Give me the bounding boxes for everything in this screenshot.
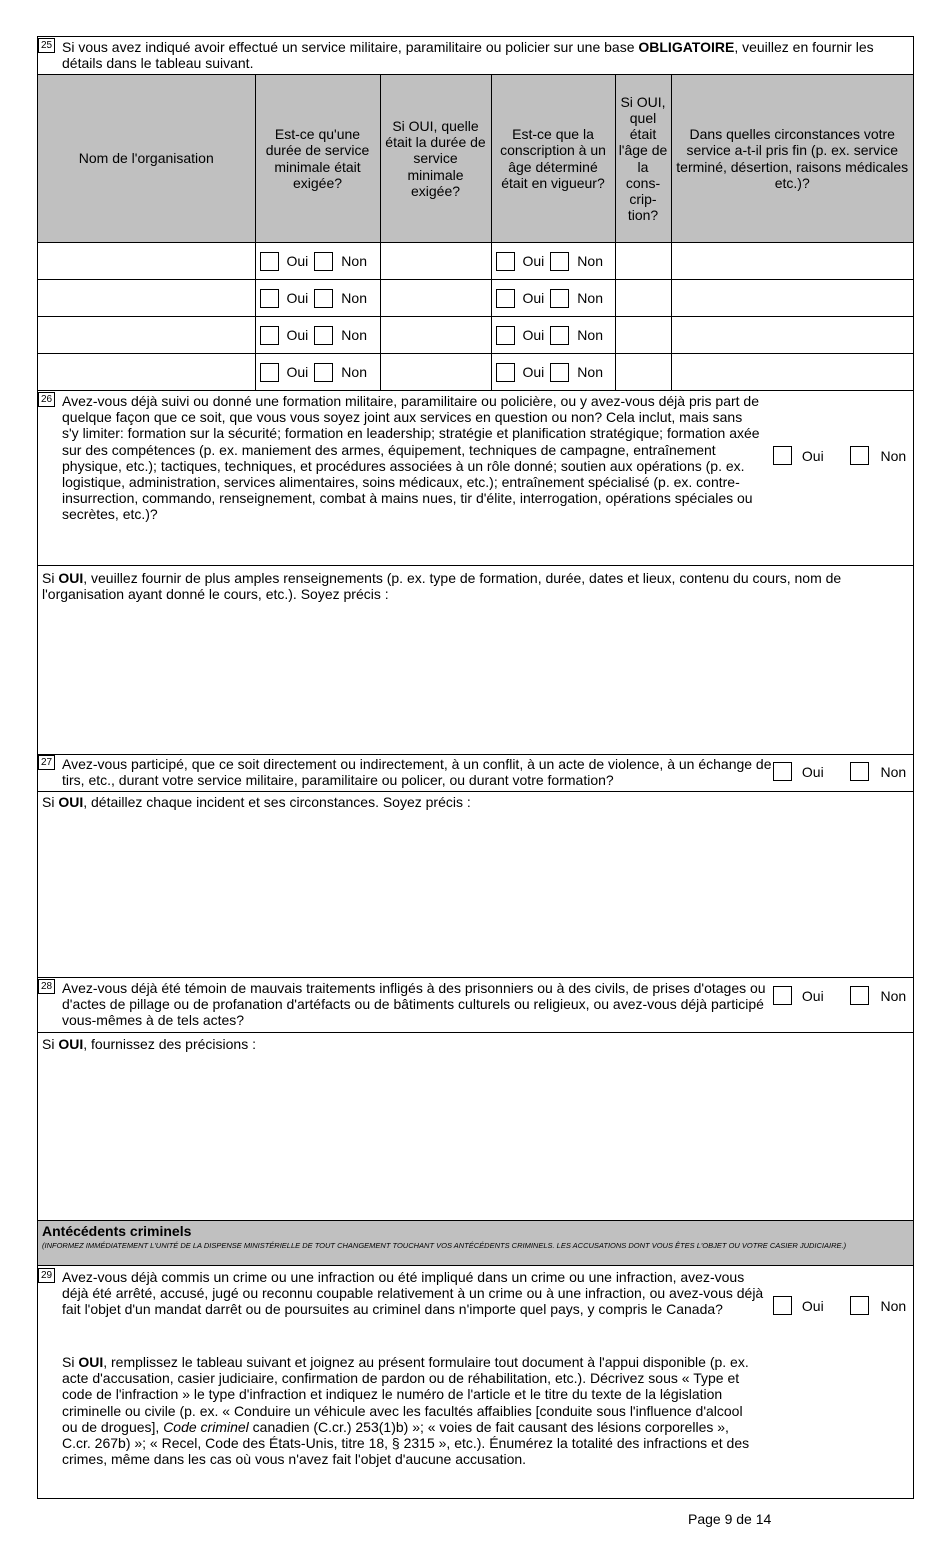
oui-label: Oui <box>286 253 309 269</box>
oui-label: Oui <box>522 364 545 380</box>
q29-non-label: Non <box>880 1297 907 1314</box>
oui-checkbox[interactable] <box>260 326 279 345</box>
col-header-conscription: Est-ce que la conscription à un âge déterminé était en vigueur? <box>491 75 615 243</box>
age-field[interactable] <box>615 280 671 317</box>
divider <box>38 565 913 566</box>
q28-non-label: Non <box>880 987 907 1004</box>
question-28-text: Avez-vous déjà été témoin de mauvais traitements infligés à des prisonniers ou à des civils, de prises d'otages ou d'actes de pillage ou de profanation d'artéfacts ou de bâtiments culturels ou religieux, ou avez-vous déjà participé vous-mêmes à de tels actes? <box>62 980 766 1029</box>
non-checkbox[interactable] <box>314 252 333 271</box>
q27-non-label: Non <box>880 763 907 780</box>
divider <box>38 1032 913 1033</box>
question-number-28: 28 <box>38 979 55 994</box>
oui-label: Oui <box>286 364 309 380</box>
non-label: Non <box>577 290 603 306</box>
oui-checkbox[interactable] <box>496 289 515 308</box>
q26-non-label: Non <box>880 447 907 464</box>
non-checkbox[interactable] <box>550 252 569 271</box>
organisation-field[interactable] <box>38 243 255 280</box>
oui-checkbox[interactable] <box>496 252 515 271</box>
oui-label: Oui <box>522 327 545 343</box>
non-label: Non <box>577 327 603 343</box>
non-checkbox[interactable] <box>314 289 333 308</box>
min-duration-field[interactable] <box>380 280 491 317</box>
organisation-field[interactable] <box>38 354 255 391</box>
question-number-29: 29 <box>38 1268 55 1283</box>
q29-non-checkbox[interactable] <box>850 1296 869 1315</box>
page-number: Page 9 de 14 <box>688 1511 772 1527</box>
q27-oui-checkbox[interactable] <box>773 762 792 781</box>
oui-label: Oui <box>522 253 545 269</box>
divider <box>38 754 913 755</box>
circumstances-field[interactable] <box>671 280 913 317</box>
q29-yes-no <box>773 1296 906 1315</box>
q26-details-label: Si OUI, veuillez fournir de plus amples renseignements (p. ex. type de formation, durée, dates et lieux, contenu du cours, nom de l'organisation ayant donné le cours, etc.). Soyez précis : <box>42 570 842 603</box>
col-header-circumstances: Dans quelles circonstances votre service a-t-il pris fin (p. ex. service terminé, désertion, raisons médicales etc.)? <box>671 75 913 243</box>
q26-yes-no <box>773 446 906 465</box>
organisation-field[interactable] <box>38 317 255 354</box>
oui-checkbox[interactable] <box>260 289 279 308</box>
circumstances-field[interactable] <box>671 354 913 391</box>
non-checkbox[interactable] <box>314 326 333 345</box>
min-duration-field[interactable] <box>380 354 491 391</box>
criminal-section-note: (INFORMEZ IMMÉDIATEMENT L'UNITÉ DE LA DISPENSE MINISTÉRIELLE DE TOUT CHANGEMENT TOUCHANT VOS ANTÉCÉDENTS CRIMINELS. LES ACCUSATIONS DONT VOUS ÊTES L'OBJET OU VOTRE CASIER JUDICIAIRE.) <box>42 1241 847 1250</box>
oui-checkbox[interactable] <box>496 326 515 345</box>
q26-oui-checkbox[interactable] <box>773 446 792 465</box>
oui-label: Oui <box>286 290 309 306</box>
q27-oui-label: Oui <box>801 763 824 780</box>
table-row <box>38 354 913 391</box>
non-label: Non <box>341 290 367 306</box>
q27-details-label: Si OUI, détaillez chaque incident et ses circonstances. Soyez précis : <box>42 794 471 810</box>
oui-label: Oui <box>286 327 309 343</box>
divider <box>38 791 913 792</box>
criminal-section-title: Antécédents criminels <box>42 1223 192 1239</box>
oui-label: Oui <box>522 290 545 306</box>
q27-non-checkbox[interactable] <box>850 762 869 781</box>
question-number-26: 26 <box>38 392 55 407</box>
age-field[interactable] <box>615 243 671 280</box>
age-field[interactable] <box>615 317 671 354</box>
question-29-instructions: Si OUI, remplissez le tableau suivant et joignez au présent formulaire tout document à l'appui disponible (p. ex. acte d'accusation, casier judiciaire, confirmation de pardon ou de réhabilitation, etc.). Décrivez sous « Type et code de l'infraction » le type d'infraction et indiquez le numéro de l'article et le titre du texte de la législation criminelle ou civile (p. ex. « Conduire un véhicule avec les facultés affaiblies [conduite sous l'influence d'alcool ou de drogues], Code criminel canadien (C.cr.) 253(1)b) »; « voies de fait causant des lésions corporelles », C.cr. 267b) »; « Recel, Code des États-Unis, titre 18, § 2315 », etc.). Énumérez la totalité des infractions et des crimes, même dans les cas où vous n'avez fait l'objet d'aucune accusation. <box>62 1354 750 1468</box>
col-header-conscription-age: Si OUI, quel était l'âge de la cons-crip-tion? <box>615 75 671 243</box>
q28-oui-label: Oui <box>801 987 824 1004</box>
question-29-text: Avez-vous déjà commis un crime ou une infraction ou été impliqué dans un crime ou une infraction, avez-vous déjà été arrêté, accusé, jugé ou reconnu coupable relativement à un crime ou à une infraction, ou avez-vous déjà fait l'objet d'un mandat darrêt ou de poursuites au criminel dans n'importe quel pays, y compris le Canada? <box>62 1269 764 1318</box>
table-row <box>38 317 913 354</box>
circumstances-field[interactable] <box>671 243 913 280</box>
organisation-field[interactable] <box>38 280 255 317</box>
q26-details-field[interactable] <box>42 607 908 749</box>
q26-oui-label: Oui <box>801 447 824 464</box>
non-checkbox[interactable] <box>550 289 569 308</box>
non-checkbox[interactable] <box>550 363 569 382</box>
question-number-25: 25 <box>38 38 55 53</box>
q27-yes-no <box>773 762 906 781</box>
q28-yes-no <box>773 986 906 1005</box>
col-header-organisation: Nom de l'organisation <box>38 75 255 243</box>
table-row <box>38 243 913 280</box>
non-checkbox[interactable] <box>314 363 333 382</box>
table-row <box>38 280 913 317</box>
q28-details-label: Si OUI, fournissez des précisions : <box>42 1036 256 1052</box>
col-header-min-duration: Si OUI, quelle était la durée de service minimale exigée? <box>380 75 491 243</box>
q28-non-checkbox[interactable] <box>850 986 869 1005</box>
oui-checkbox[interactable] <box>260 363 279 382</box>
min-duration-field[interactable] <box>380 317 491 354</box>
non-label: Non <box>577 364 603 380</box>
non-label: Non <box>341 253 367 269</box>
circumstances-field[interactable] <box>671 317 913 354</box>
q28-oui-checkbox[interactable] <box>773 986 792 1005</box>
non-label: Non <box>341 364 367 380</box>
service-table <box>38 74 913 391</box>
question-number-27: 27 <box>38 755 55 770</box>
q29-oui-checkbox[interactable] <box>773 1296 792 1315</box>
min-duration-field[interactable] <box>380 243 491 280</box>
q29-oui-label: Oui <box>801 1297 824 1314</box>
non-label: Non <box>577 253 603 269</box>
form-frame <box>37 36 914 1499</box>
q27-details-field[interactable] <box>42 813 908 973</box>
col-header-min-duration-required: Est-ce qu'une durée de service minimale était exigée? <box>255 75 380 243</box>
question-27-text: Avez-vous participé, que ce soit directement ou indirectement, à un conflit, à un acte de violence, à un échange de tirs, etc., durant votre service militaire, paramilitaire ou policer, ou durant votre formation? <box>62 756 772 789</box>
oui-checkbox[interactable] <box>260 252 279 271</box>
non-checkbox[interactable] <box>550 326 569 345</box>
q26-non-checkbox[interactable] <box>850 446 869 465</box>
oui-checkbox[interactable] <box>496 363 515 382</box>
non-label: Non <box>341 327 367 343</box>
q28-details-field[interactable] <box>42 1055 908 1217</box>
divider <box>38 977 913 978</box>
question-25-text: Si vous avez indiqué avoir effectué un service militaire, paramilitaire ou policier sur une base OBLIGATOIRE, veuillez en fournir les détails dans le tableau suivant. <box>62 39 874 72</box>
age-field[interactable] <box>615 354 671 391</box>
criminal-section-header <box>38 1220 913 1266</box>
question-26-text: Avez-vous déjà suivi ou donné une formation militaire, paramilitaire ou policière, ou y avez-vous déjà pris part de quelque façon que ce soit, que vous vous soyez joint aux services en question ou non? Cela inclut, mais sans s'y limiter: formation sur la sécurité; formation en leadership; stratégie et planification stratégique; formation axée sur des compétences (p. ex. maniement des armes, équipement, techniques de campagne, entraînement physique, etc.); tactiques, techniques, et procédures associées à un rôle donné; soutien aux opérations (p. ex. logistique, administration, services alimentaires, soins médicaux, etc.); entraînement spécialisé (p. ex. contre-insurrection, commando, renseignement, combat à mains nues, tir d'élite, interrogation, opérations spéciales ou secrètes, etc.)? <box>62 393 760 523</box>
